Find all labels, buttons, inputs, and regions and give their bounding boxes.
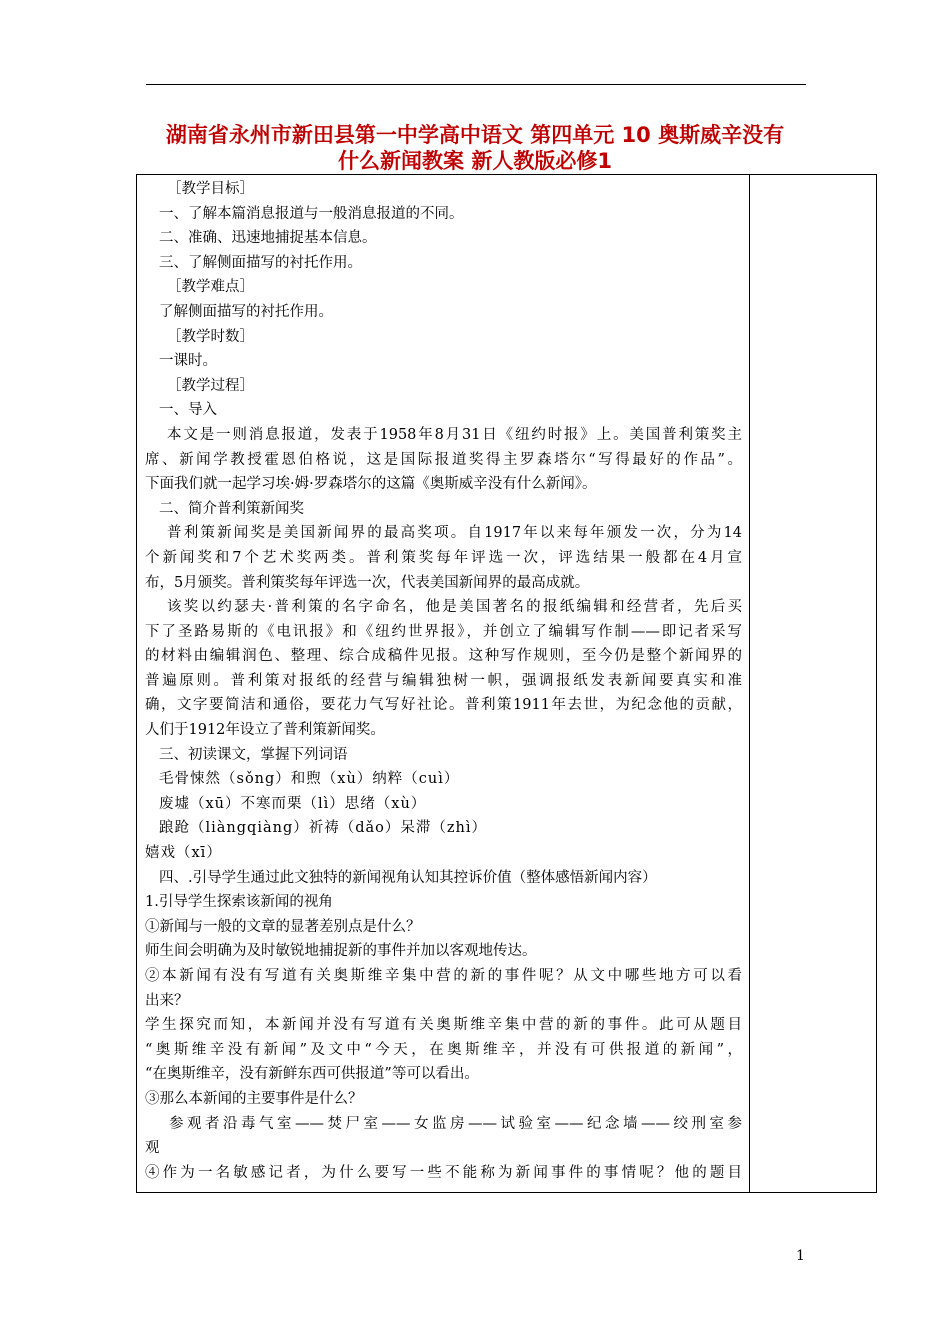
text-line: 一、导入 — [159, 402, 217, 419]
lesson-content-cell — [145, 177, 742, 1185]
text-line: 席、新闻学教授霍恩伯格说，这是国际报道奖得主罗森塔尔“写得最好的作品”。 — [145, 451, 742, 468]
vocab-line: 毛骨悚然（sǒng）和煦（xù）纳粹（cuì） — [159, 771, 460, 788]
text-line: ［教学时数］ — [167, 328, 254, 345]
vocab-line: 废墟（xū）不寒而栗（lì）思绪（xù） — [159, 795, 427, 812]
text-line: “奥斯维辛没有新闻”及文中“今天，在奥斯维辛，并没有可供报道的新闻”， — [145, 1041, 742, 1058]
title-line-1: 湖南省永州市新田县第一中学高中语文 第四单元 10 奥斯威辛没有 — [165, 123, 785, 147]
lesson-table — [136, 174, 877, 1193]
text-line: 出来？ — [145, 992, 189, 1009]
vocab-line: 嬉戏（xī） — [145, 845, 222, 862]
text-line: 师生间会明确为及时敏锐地捕捉新的事件并加以客观地传达。 — [145, 943, 537, 960]
text-line: ［教学过程］ — [167, 377, 254, 394]
text-line: ①新闻与一般的文章的显著差别点是什么？ — [145, 918, 421, 935]
text-line: ［教学难点］ — [167, 279, 254, 296]
text-line: 普遍原则。普利策对报纸的经营与编辑独树一帜，强调报纸发表新闻要真实和准 — [145, 672, 742, 689]
column-divider — [749, 175, 750, 1192]
text-line: 学生探究而知，本新闻并没有写道有关奥斯维辛集中营的新的事件。此可从题目 — [145, 1017, 742, 1034]
text-line: 了解侧面描写的衬托作用。 — [159, 303, 333, 320]
text-line: ③那么本新闻的主要事件是什么？ — [145, 1090, 363, 1107]
title-line-2: 什么新闻教案 新人教版必修1 — [338, 149, 612, 173]
text-line: 该奖以约瑟夫·普利策的名字命名，他是美国著名的报纸编辑和经营者，先后买 — [167, 599, 742, 616]
text-line: 普利策新闻奖是美国新闻界的最高奖项。自1917年以来每年颁发一次，分为14 — [167, 525, 742, 542]
text-line: 的材料由编辑润色、整理、综合成稿件见报。这种写作规则，至今仍是整个新闻界的 — [145, 648, 742, 665]
text-line: 人们于1912年设立了普利策新闻奖。 — [145, 722, 385, 739]
text-line: ［教学目标］ — [167, 181, 254, 197]
text-line: 确，文字要简洁和通俗，要花力气写好社论。普利策1911年去世，为纪念他的贡献， — [145, 697, 742, 714]
text-line: ②本新闻有没有写道有关奥斯维辛集中营的新的事件呢？从文中哪些地方可以看 — [145, 968, 742, 984]
text-line: ④作为一名敏感记者，为什么要写一些不能称为新闻事件的事情呢？他的题目 — [145, 1164, 742, 1181]
text-line: 三、初读课文，掌握下列词语 — [159, 746, 348, 763]
text-line: 下了圣路易斯的《电讯报》和《纽约世界报》，并创立了编辑写作制——即记者采写 — [145, 623, 742, 640]
text-line: 二、简介普利策新闻奖 — [159, 500, 304, 517]
text-line: 三、了解侧面描写的衬托作用。 — [159, 254, 362, 271]
document-title — [130, 122, 820, 174]
text-line: 一课时。 — [159, 353, 217, 370]
text-line: 一、了解本篇消息报道与一般消息报道的不同。 — [159, 205, 464, 222]
text-line: 观 — [145, 1140, 160, 1157]
text-line: 本文是一则消息报道，发表于1958年8月31日《纽约时报》上。美国普利策奖主 — [167, 426, 742, 443]
text-line: 四、.引导学生通过此文独特的新闻视角认知其控诉价值（整体感悟新闻内容） — [159, 869, 657, 886]
page-number: 1 — [796, 1248, 805, 1264]
text-line: 二、准确、迅速地捕捉基本信息。 — [159, 230, 377, 247]
text-line: 参观者沿毒气室——焚尸室——女监房——试验室——纪念墙——绞刑室参 — [169, 1115, 742, 1132]
text-line: 下面我们就一起学习埃·姆·罗森塔尔的这篇《奥斯威辛没有什么新闻》。 — [145, 476, 597, 493]
text-line: 个新闻奖和7个艺术奖两类。普利策奖每年评选一次，评选结果一般都在4月宣 — [145, 549, 742, 566]
text-line: “在奥斯维辛，没有新鲜东西可供报道”等可以看出。 — [145, 1066, 479, 1083]
text-line: 1.引导学生探索该新闻的视角 — [145, 894, 333, 911]
text-line: 布，5月颁奖。普利策奖每年评选一次，代表美国新闻界的最高成就。 — [145, 574, 590, 591]
vocab-line: 踉跄（liàngqiàng）祈祷（dǎo）呆滞（zhì） — [159, 820, 487, 837]
header-rule — [146, 84, 806, 85]
